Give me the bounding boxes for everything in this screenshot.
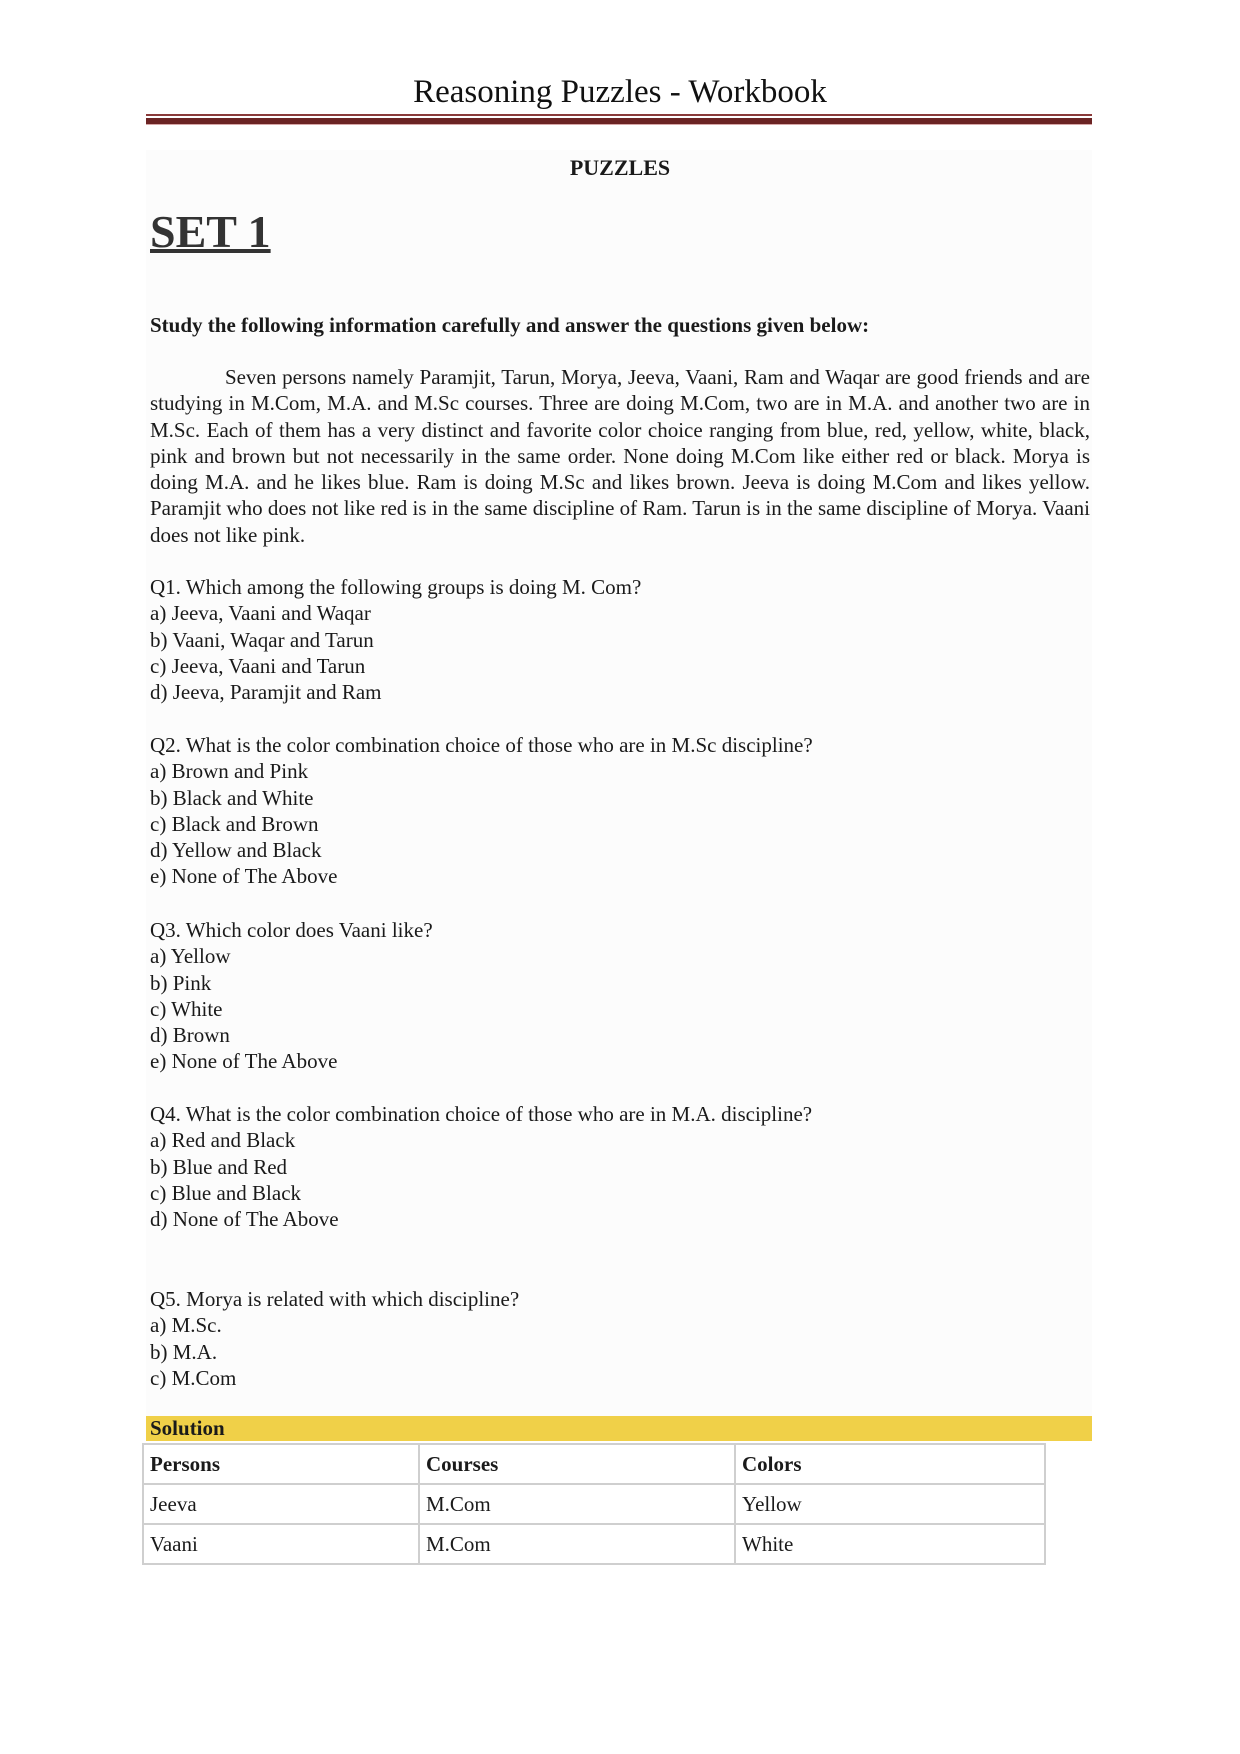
question-5 (150, 1286, 519, 1391)
solution-table (142, 1443, 1046, 1565)
table-cell: Yellow (735, 1484, 1045, 1524)
column-header: Persons (143, 1444, 419, 1484)
option: b) Vaani, Waqar and Tarun (150, 627, 374, 652)
table-row (143, 1484, 1045, 1524)
question-text: Q4. What is the color combination choice of those who are in M.A. discipline? (150, 1102, 813, 1126)
option: b) Pink (150, 970, 212, 995)
option: a) Yellow (150, 944, 231, 969)
column-header: Courses (419, 1444, 735, 1484)
question-1 (150, 574, 641, 705)
header-rule-thin (146, 114, 1092, 116)
table-cell: Jeeva (143, 1484, 419, 1524)
table-cell: White (735, 1524, 1045, 1564)
option: d) None of The Above (150, 1207, 339, 1232)
question-3 (150, 917, 433, 1075)
table-cell: M.Com (419, 1484, 735, 1524)
table-row (143, 1524, 1045, 1564)
option: b) Blue and Red (150, 1154, 288, 1179)
question-text: Q1. Which among the following groups is doing M. Com? (150, 575, 642, 599)
section-title: PUZZLES (569, 155, 671, 180)
option: c) White (150, 996, 223, 1021)
solution-heading: Solution (146, 1416, 1092, 1441)
option: a) Jeeva, Vaani and Waqar (150, 601, 371, 626)
option: d) Jeeva, Paramjit and Ram (150, 680, 382, 705)
option: c) Black and Brown (150, 811, 319, 836)
table-cell: M.Com (419, 1524, 735, 1564)
table-header-row (143, 1444, 1045, 1484)
question-text: Q3. Which color does Vaani like? (150, 918, 433, 942)
question-text: Q2. What is the color combination choice of those who are in M.Sc discipline? (150, 733, 813, 757)
question-2 (150, 732, 813, 890)
header-rule-light (146, 124, 1092, 125)
option: e) None of The Above (150, 1049, 338, 1074)
question-text: Q5. Morya is related with which discipline? (150, 1287, 520, 1311)
column-header: Colors (735, 1444, 1045, 1484)
option: c) Blue and Black (150, 1180, 302, 1205)
table-cell: Vaani (143, 1524, 419, 1564)
option: d) Brown (150, 1023, 230, 1048)
option: d) Yellow and Black (150, 838, 322, 863)
option: c) M.Com (150, 1365, 237, 1390)
option: b) M.A. (150, 1339, 218, 1364)
option: a) Brown and Pink (150, 759, 309, 784)
option: a) M.Sc. (150, 1313, 222, 1338)
option: b) Black and White (150, 785, 314, 810)
question-4 (150, 1101, 812, 1232)
header-title: Reasoning Puzzles - Workbook (413, 74, 827, 110)
option: a) Red and Black (150, 1128, 296, 1153)
option: c) Jeeva, Vaani and Tarun (150, 653, 366, 678)
set-title: SET 1 (150, 206, 271, 257)
option: e) None of The Above (150, 864, 338, 889)
instruction: Study the following information carefully and answer the questions given below: (150, 313, 870, 337)
puzzle-paragraph: Seven persons namely Paramjit, Tarun, Morya, Jeeva, Vaani, Ram and Waqar are good friends and are studying in M.Com, M.A. and M.Sc courses. Three are doing M.Com, two are in M.A. and another two are in M.Sc. Each of them has a very distinct and favorite color choice ranging from blue, red, yellow, white, black, pink and brown but not necessarily in the same order. None doing M.Com like either red or black. Morya is doing M.A. and he likes blue. Ram is doing M.Sc and likes brown. Jeeva is doing M.Com and likes yellow. Paramjit who does not like red is in the same discipline of Ram. Tarun is in the same discipline of Morya. Vaani does not like pink. (150, 365, 1090, 547)
